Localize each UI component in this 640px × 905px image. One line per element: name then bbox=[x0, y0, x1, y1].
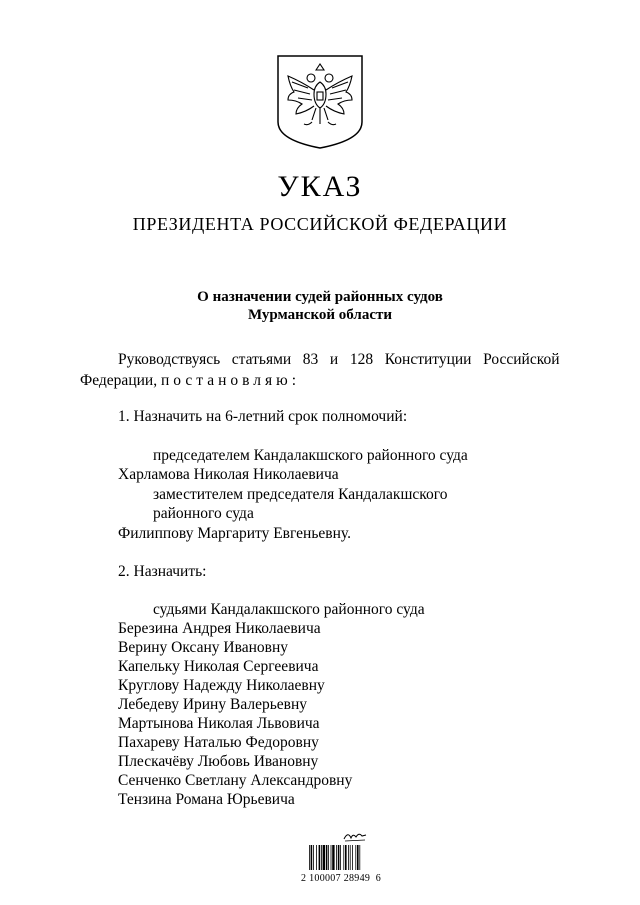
preamble-line-1: Руководствуясь статьями 83 и 128 Конституции Российской bbox=[118, 351, 560, 368]
decree-heading-line-1: О назначении судей районных судов bbox=[197, 289, 443, 305]
judge-name: Круглову Надежду Николаевну bbox=[118, 677, 325, 694]
section-1-item: 1. Назначить на 6-летний срок полномочий: bbox=[118, 408, 408, 425]
judge-name: Пахареву Наталью Федоровну bbox=[118, 734, 319, 751]
preamble-text: Федерации, bbox=[80, 372, 158, 389]
section-1-position-1: председателем Кандалакшского районного суда bbox=[153, 447, 468, 464]
section-1-position-2-line-1: заместителем председателя Кандалакшского bbox=[153, 486, 448, 503]
judge-name: Березина Андрея Николаевича bbox=[118, 620, 321, 637]
section-1-position-2-line-2: районного суда bbox=[153, 505, 254, 522]
handwritten-mark-icon bbox=[342, 829, 368, 842]
judge-name: Капельку Николая Сергеевича bbox=[118, 658, 319, 675]
decree-heading-line-2: Мурманской области bbox=[247, 307, 393, 323]
judge-name: Сенченко Светлану Александровну bbox=[118, 772, 353, 789]
judge-name: Тензина Романа Юрьевича bbox=[118, 791, 295, 808]
section-1-name-2: Филиппову Маргариту Евгеньевну. bbox=[118, 525, 351, 542]
preamble-operative-word: постановляю: bbox=[160, 372, 301, 389]
document-subtitle: ПРЕЗИДЕНТА РОССИЙСКОЙ ФЕДЕРАЦИИ bbox=[132, 214, 508, 234]
barcode-number: 2 100007 28949 6 bbox=[301, 873, 382, 884]
section-2-position: судьями Кандалакшского районного суда bbox=[153, 601, 425, 618]
judge-name: Мартынова Николая Львовича bbox=[118, 715, 320, 732]
judge-name: Плескачёву Любовь Ивановну bbox=[118, 753, 319, 770]
coat-of-arms-icon bbox=[274, 52, 366, 150]
section-2-item: 2. Назначить: bbox=[118, 563, 207, 580]
judge-name: Верину Оксану Ивановну bbox=[118, 639, 288, 656]
section-1-name-1: Харламова Николая Николаевича bbox=[118, 466, 339, 483]
preamble-line-2 bbox=[80, 372, 300, 390]
document-title: УКАЗ bbox=[277, 170, 363, 203]
judge-name: Лебедеву Ирину Валерьевну bbox=[118, 696, 308, 713]
barcode-icon bbox=[308, 845, 388, 870]
